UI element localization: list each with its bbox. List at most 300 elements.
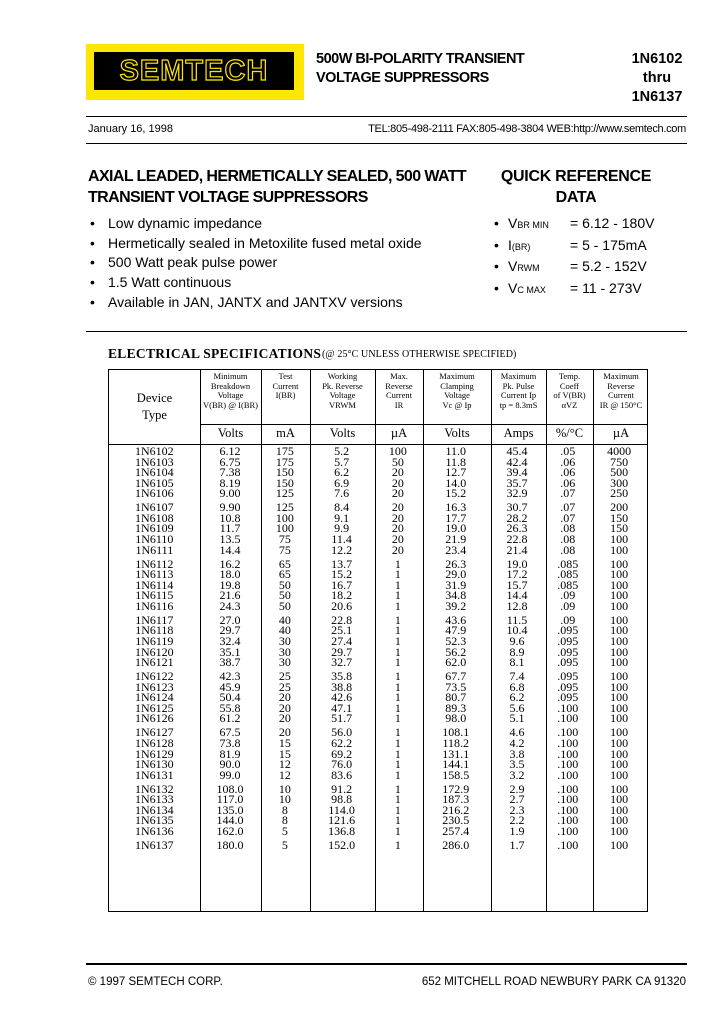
value-cell: 83.6 (331, 769, 353, 781)
value-cell: 100 (610, 692, 629, 703)
value-cell: 11.8 (445, 456, 466, 468)
row-group (109, 840, 647, 851)
value-cell: 1 (394, 815, 401, 826)
column-header (593, 372, 649, 410)
value-cell: 27.0 (219, 614, 241, 626)
value-cell: 67.7 (445, 671, 467, 682)
value-cell: 25.1 (331, 625, 353, 636)
column-header-line: Reverse (607, 380, 635, 391)
value-cell: 18.0 (219, 569, 241, 580)
value-cell: .100 (557, 839, 579, 851)
value-cell: 5.7 (334, 456, 350, 468)
value-cell: 11.4 (331, 534, 352, 545)
value-cell: 14.0 (445, 477, 467, 489)
value-cell: 20 (278, 692, 291, 703)
column-header-line: tp = 8.3mS (499, 399, 538, 410)
column-header-line: Maximum (439, 371, 475, 381)
table-row (109, 601, 647, 612)
value-cell: .08 (560, 523, 576, 535)
value-cell: 15 (278, 737, 291, 749)
device-type-header: Device Type (136, 391, 173, 422)
qr-heading-line-2: DATA (555, 189, 597, 206)
value-cell: 55.8 (219, 702, 241, 714)
value-cell: 2.3 (509, 804, 525, 816)
value-cell: 8.19 (219, 477, 241, 489)
row-group (109, 559, 647, 612)
value-cell: 125 (275, 488, 294, 499)
value-cell: 7.6 (334, 488, 350, 499)
device-type-cell: 1N6135 (134, 815, 174, 826)
value-cell: 38.7 (219, 657, 241, 668)
value-cell: 1 (394, 569, 401, 580)
value-cell: 20 (391, 544, 404, 556)
device-type-cell: 1N6115 (135, 590, 174, 601)
value-cell: 11.7 (219, 523, 241, 535)
value-cell: .100 (557, 737, 579, 749)
quick-reference-heading (496, 166, 656, 208)
table-row (109, 815, 647, 826)
column-header-line: IR (394, 399, 404, 410)
value-cell: 20.6 (331, 600, 353, 612)
device-type-cell: 1N6123 (134, 681, 174, 693)
table-row (109, 759, 647, 770)
value-cell: 98.0 (445, 713, 467, 725)
value-cell: 50.4 (219, 692, 241, 703)
value-cell: 20 (391, 523, 404, 535)
value-cell: .07 (560, 512, 576, 524)
value-cell: 69.2 (331, 748, 353, 760)
qr-heading-line-1: QUICK REFERENCE (500, 168, 652, 185)
column-header-line: Minimum (213, 371, 248, 381)
column-header-line: Voltage (217, 390, 244, 401)
value-cell: 1 (394, 839, 401, 851)
value-cell: 100 (610, 590, 629, 601)
value-cell: 100 (610, 759, 629, 770)
value-cell: 1 (394, 558, 401, 570)
qr-item (494, 236, 654, 258)
value-cell: 5.1 (509, 713, 525, 725)
value-cell: 230.5 (442, 815, 470, 826)
device-type-cell: 1N6106 (134, 488, 174, 499)
value-cell: .100 (557, 748, 579, 760)
value-cell: 20 (391, 534, 404, 545)
value-cell: 1 (394, 769, 401, 781)
value-cell: 29.0 (445, 569, 467, 580)
value-cell: 20 (391, 502, 404, 513)
value-cell: 12 (278, 759, 291, 770)
value-cell: 21.4 (506, 544, 528, 556)
value-cell: 4.6 (509, 727, 525, 738)
value-cell: .085 (557, 579, 579, 591)
value-cell: 43.6 (445, 614, 467, 626)
section-divider (86, 331, 687, 332)
device-type-cell: 1N6133 (134, 794, 174, 805)
value-cell: 7.38 (219, 467, 241, 478)
column-header-line: Voltage (444, 390, 470, 401)
value-cell: 100 (610, 825, 629, 837)
column-header-line: Current (386, 390, 412, 401)
column-header-line: Coeff (559, 380, 580, 391)
value-cell: 16.2 (219, 558, 241, 570)
value-cell: 8 (281, 804, 288, 816)
value-cell: 2.7 (509, 794, 525, 805)
column-divider (375, 370, 376, 911)
device-type-cell: 1N6137 (134, 839, 174, 851)
table-row (109, 657, 647, 668)
value-cell: 20 (278, 713, 291, 725)
value-cell: 32.4 (219, 635, 241, 647)
value-cell: .085 (557, 558, 579, 570)
value-cell: .06 (560, 477, 576, 489)
value-cell: 45.4 (506, 446, 528, 457)
column-unit: %/°C (555, 426, 584, 440)
column-divider (261, 370, 262, 911)
value-cell: 100 (610, 839, 629, 851)
value-cell: 257.4 (442, 825, 470, 837)
column-header (310, 372, 375, 410)
value-cell: 118.2 (442, 737, 469, 749)
value-cell: 31.9 (445, 579, 467, 591)
device-type-cell: 1N6126 (134, 713, 174, 725)
value-cell: 34.8 (445, 590, 467, 601)
qr-symbol: VRWM (508, 258, 540, 275)
value-cell: 61.2 (219, 713, 241, 725)
value-cell: 8.4 (334, 502, 350, 513)
value-cell: 10 (278, 794, 291, 805)
table-row (109, 569, 647, 580)
value-cell: 81.9 (219, 748, 241, 760)
value-cell: .095 (557, 681, 579, 693)
column-header-line: Current (608, 390, 634, 401)
table-row (109, 502, 647, 513)
column-divider (310, 370, 311, 911)
value-cell: 100 (610, 681, 629, 693)
specs-title: ELECTRICAL SPECIFICATIONS (108, 346, 322, 361)
qr-symbol: VC MAX (508, 280, 546, 297)
value-cell: .06 (560, 467, 576, 478)
table-row (109, 590, 647, 601)
column-header-line: Current (272, 380, 299, 391)
body-divider (109, 444, 647, 445)
column-unit: Volts (217, 426, 244, 440)
column-divider (491, 370, 492, 911)
column-header-line: Pk. Pulse (502, 380, 535, 391)
value-cell: 39.4 (506, 467, 528, 478)
value-cell: 19.8 (219, 579, 241, 591)
value-cell: 91.2 (331, 783, 353, 795)
value-cell: 28.2 (506, 512, 528, 524)
device-type-cell: 1N6134 (134, 804, 174, 816)
value-cell: 187.3 (442, 794, 470, 805)
value-cell: 29.7 (219, 625, 241, 636)
device-type-cell: 1N6104 (134, 467, 174, 478)
semtech-logo (86, 44, 304, 100)
value-cell: 500 (610, 467, 629, 478)
value-cell: 8 (281, 815, 288, 826)
value-cell: 175 (275, 456, 294, 468)
table-row (109, 703, 647, 714)
device-type-cell: 1N6116 (135, 600, 174, 612)
column-header-line: of V(BR) (553, 390, 586, 401)
value-cell: 1 (394, 671, 401, 682)
table-row (109, 647, 647, 658)
value-cell: .100 (557, 794, 579, 805)
value-cell: 144.0 (216, 815, 244, 826)
value-cell: 29.7 (331, 646, 353, 658)
value-cell: 18.2 (331, 590, 353, 601)
column-header (423, 372, 491, 410)
value-cell: .100 (557, 759, 579, 770)
part-first: 1N6102 (631, 51, 683, 67)
value-cell: 13.5 (219, 534, 241, 545)
value-cell: 5 (281, 825, 288, 837)
value-cell: 108.0 (216, 783, 244, 795)
value-cell: 1 (394, 737, 401, 749)
feature-item: • Available in JAN, JANTX and JANTXV versions (90, 293, 422, 313)
row-group (109, 784, 647, 837)
value-cell: 216.2 (442, 804, 470, 816)
value-cell: 42.4 (506, 456, 528, 468)
device-type-cell: 1N6108 (134, 512, 174, 524)
value-cell: 1 (394, 825, 401, 837)
value-cell: 56.2 (445, 646, 467, 658)
value-cell: 1 (394, 579, 401, 591)
value-cell: .08 (560, 544, 576, 556)
table-row (109, 784, 647, 795)
value-cell: 100 (610, 748, 629, 760)
column-header-line: Vc @ Ip (442, 399, 472, 410)
product-heading (88, 166, 466, 208)
value-cell: 100 (610, 625, 629, 636)
value-cell: 75 (278, 544, 291, 556)
value-cell: 150 (610, 512, 629, 524)
value-cell: 42.6 (331, 692, 353, 703)
column-unit: µA (612, 426, 630, 440)
value-cell: 20 (391, 477, 404, 489)
device-type-cell: 1N6132 (134, 783, 174, 795)
device-type-cell: 1N6119 (135, 635, 174, 647)
value-cell: 17.7 (445, 512, 467, 524)
value-cell: 100 (610, 804, 629, 816)
part-last: 1N6137 (631, 89, 683, 105)
table-row (109, 727, 647, 738)
value-cell: 750 (610, 456, 629, 468)
product-heading-line-2: TRANSIENT VOLTAGE SUPPRESSORS (88, 189, 368, 206)
value-cell: 100 (275, 512, 294, 524)
device-type-cell: 1N6103 (134, 456, 174, 468)
value-cell: 6.9 (334, 477, 350, 489)
value-cell: 73.8 (219, 737, 241, 749)
row-group (109, 615, 647, 668)
value-cell: 12.8 (506, 600, 528, 612)
value-cell: .095 (557, 635, 579, 647)
value-cell: 65 (278, 569, 291, 580)
value-cell: 90.0 (219, 759, 241, 770)
value-cell: .06 (560, 456, 576, 468)
value-cell: 21.6 (219, 590, 241, 601)
value-cell: 22.8 (506, 534, 528, 545)
column-unit: µA (390, 426, 408, 440)
feature-list (90, 214, 422, 313)
qr-symbol: I(BR) (508, 236, 531, 253)
value-cell: 10.8 (219, 512, 241, 524)
feature-item: • Low dynamic impedance (90, 214, 422, 234)
value-cell: 6.75 (219, 456, 241, 468)
value-cell: .05 (560, 446, 576, 457)
value-cell: 99.0 (219, 769, 241, 781)
device-type-cell: 1N6121 (134, 657, 174, 668)
value-cell: .095 (557, 646, 579, 658)
value-cell: 98.8 (331, 794, 353, 805)
value-cell: 20 (391, 467, 404, 478)
column-header-line: Reverse (385, 380, 413, 391)
column-divider (423, 370, 424, 911)
value-cell: 2.9 (509, 783, 525, 795)
value-cell: 20 (278, 727, 291, 738)
qr-value: = 5.2 - 152V (570, 258, 647, 275)
value-cell: 24.3 (219, 600, 241, 612)
value-cell: .09 (560, 600, 576, 612)
column-unit: Volts (444, 426, 470, 440)
value-cell: 162.0 (216, 825, 244, 837)
value-cell: 10.4 (506, 625, 528, 636)
value-cell: 100 (610, 558, 629, 570)
value-cell: 50 (278, 600, 291, 612)
value-cell: 50 (278, 590, 291, 601)
table-row (109, 840, 647, 851)
value-cell: 16.3 (445, 502, 467, 513)
value-cell: .07 (560, 488, 576, 499)
value-cell: 136.8 (328, 825, 356, 837)
value-cell: 1 (394, 635, 401, 647)
device-type-cell: 1N6117 (135, 614, 174, 626)
qr-item (494, 279, 654, 301)
value-cell: 1 (394, 692, 401, 703)
value-cell: 1 (394, 804, 401, 816)
value-cell: 144.1 (442, 759, 470, 770)
quick-reference-list (494, 214, 654, 301)
value-cell: 12.2 (331, 544, 353, 556)
value-cell: .095 (557, 625, 579, 636)
value-cell: 175 (275, 446, 294, 457)
value-cell: 1 (394, 702, 401, 714)
value-cell: 9.6 (509, 635, 525, 647)
value-cell: 2.2 (509, 815, 525, 826)
column-divider (200, 370, 201, 911)
value-cell: 1 (394, 783, 401, 795)
device-type-cell: 1N6129 (134, 748, 174, 760)
value-cell: 100 (610, 614, 629, 626)
value-cell: 131.1 (442, 748, 470, 760)
device-type-cell: 1N6105 (134, 477, 174, 489)
value-cell: 125 (275, 502, 294, 513)
doc-date: January 16, 1998 (88, 123, 174, 135)
value-cell: 76.0 (331, 759, 353, 770)
column-header-line: Maximum (500, 371, 537, 381)
value-cell: .100 (557, 727, 579, 738)
device-type-cell: 1N6125 (134, 702, 174, 714)
table-row (109, 682, 647, 693)
device-type-cell: 1N6112 (135, 558, 174, 570)
footer-divider (86, 963, 687, 965)
value-cell: 150 (275, 477, 294, 489)
value-cell: 1 (394, 646, 401, 658)
header-divider (86, 116, 687, 117)
table-row (109, 478, 647, 489)
value-cell: 51.7 (331, 713, 353, 725)
column-header-line: Clamping (440, 380, 474, 391)
row-group (109, 446, 647, 499)
column-header-line: αVZ (561, 399, 578, 410)
value-cell: .095 (557, 692, 579, 703)
value-cell: .095 (557, 671, 579, 682)
value-cell: 15.2 (445, 488, 467, 499)
value-cell: 1 (394, 625, 401, 636)
value-cell: 20 (391, 512, 404, 524)
value-cell: 158.5 (442, 769, 470, 781)
value-cell: 6.12 (219, 446, 241, 457)
table-row (109, 559, 647, 570)
value-cell: 47.9 (445, 625, 467, 636)
qr-item (494, 257, 654, 279)
value-cell: .100 (557, 815, 579, 826)
value-cell: 25 (278, 681, 291, 693)
qr-value: = 11 - 273V (570, 280, 642, 297)
column-header-line: Pk. Reverse (322, 380, 363, 391)
qr-value: = 6.12 - 180V (570, 215, 655, 231)
qr-symbol: VBR MIN (508, 215, 549, 231)
value-cell: 100 (610, 727, 629, 738)
value-cell: 35.8 (331, 671, 353, 682)
table-row (109, 826, 647, 837)
value-cell: 26.3 (506, 523, 528, 535)
value-cell: 6.8 (509, 681, 525, 693)
logo-text: SEMTECH (119, 54, 269, 87)
value-cell: 13.7 (331, 558, 353, 570)
device-type-cell: 1N6113 (135, 569, 174, 580)
value-cell: 20 (278, 702, 291, 714)
value-cell: 80.7 (445, 692, 467, 703)
value-cell: 150 (610, 523, 629, 535)
product-heading-line-1: AXIAL LEADED, HERMETICALLY SEALED, 500 WATT (88, 168, 467, 185)
column-header (261, 372, 310, 401)
value-cell: 45.9 (219, 681, 241, 693)
value-cell: 152.0 (328, 839, 356, 851)
qr-item (494, 214, 654, 236)
value-cell: 100 (610, 713, 629, 725)
value-cell: 3.2 (509, 769, 525, 781)
value-cell: 1 (394, 614, 401, 626)
value-cell: 100 (610, 737, 629, 749)
device-type-cell: 1N6111 (135, 544, 174, 556)
column-header-line: IR @ 150°C (599, 399, 643, 410)
table-row (109, 636, 647, 647)
row-group (109, 502, 647, 555)
value-cell: 14.4 (219, 544, 241, 556)
table-row (109, 692, 647, 703)
value-cell: 9.00 (219, 488, 241, 499)
column-header-line: Test (278, 371, 293, 381)
value-cell: 16.7 (331, 579, 353, 591)
value-cell: 100 (610, 702, 629, 714)
table-row (109, 770, 647, 781)
value-cell: 50 (391, 456, 404, 468)
value-cell: 3.8 (509, 748, 525, 760)
value-cell: 250 (610, 488, 629, 499)
device-type-cell: 1N6122 (134, 671, 174, 682)
value-cell: 15.7 (506, 579, 528, 591)
address: 652 MITCHELL ROAD NEWBURY PARK CA 91320 (421, 976, 686, 988)
